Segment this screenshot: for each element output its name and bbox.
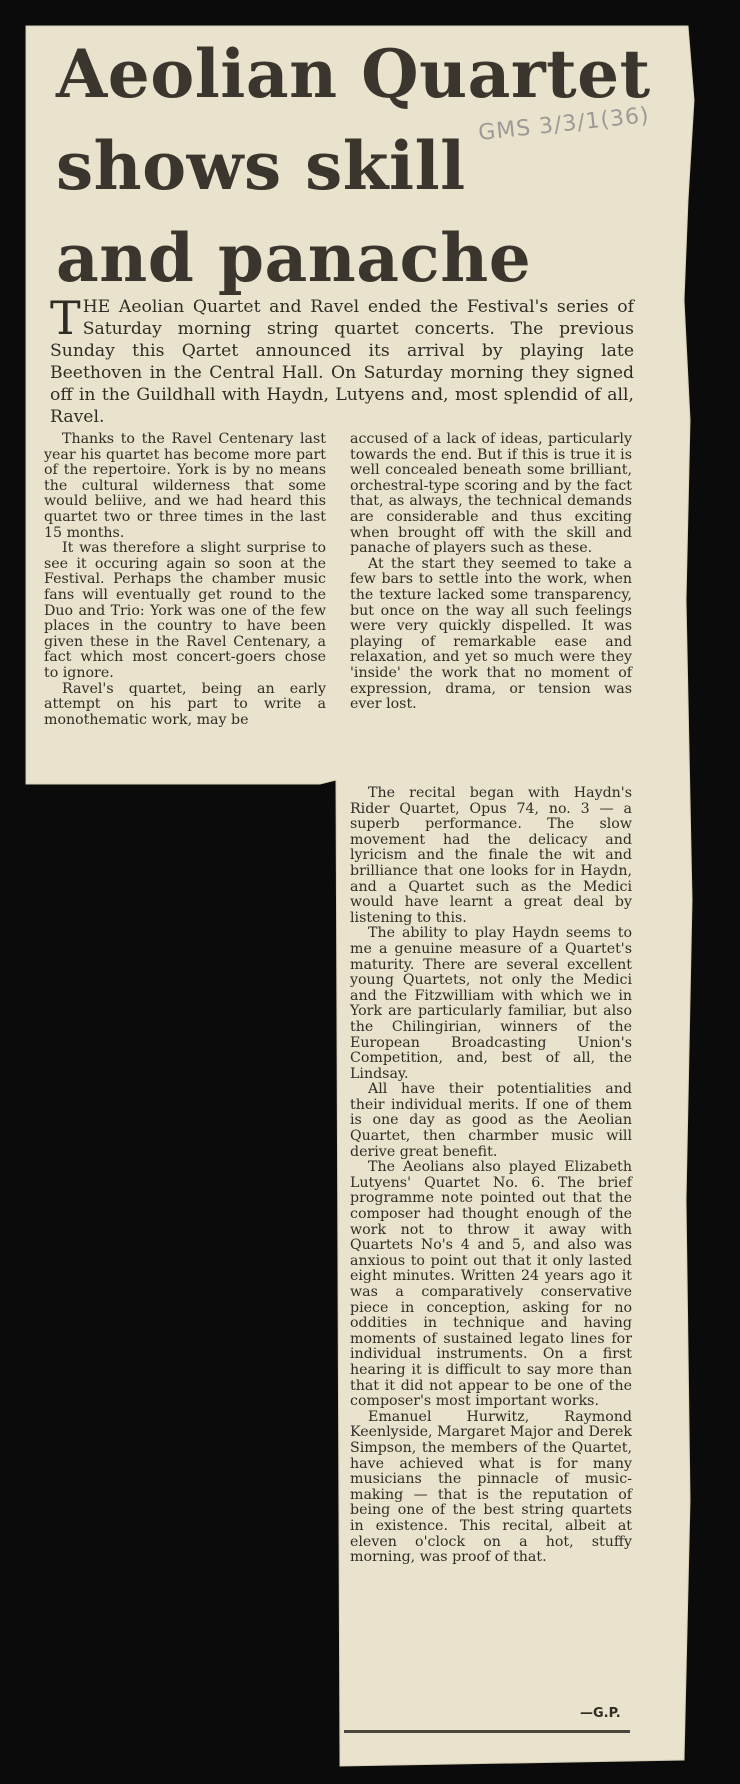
paragraph: The Aeolians also played Elizabeth Lutyens' Quartet No. 6. The brief programme note pointed out that the composer had thought enough of the work not to throw it away with Quartets No's 4 and 5, and also was anxious to point out that it only lasted eight minutes. Written 24 years ago it was a comparatively conservative piece in conception, asking for no oddities in technique and having moments of sustained legato lines for individual instruments. On a first hearing it is difficult to say more than that it did not appear to be one of the composer's most important works. bbox=[350, 1159, 632, 1410]
left-column bbox=[44, 432, 326, 728]
lead-paragraph bbox=[50, 291, 634, 428]
headline-line-2: shows skill bbox=[56, 127, 466, 205]
paragraph: accused of a lack of ideas, particularly towards the end. But if this is true it is well concealed beneath some brilliant, orchestral-type scoring and by the fact that, as always, the technical demands are considerable and thus exciting when brought off with the skill and panache of players such as these. bbox=[350, 431, 632, 557]
lead-text: HE Aeolian Quartet and Ravel ended the Festival's series of Saturday morning string quartet concerts. The previous Sunday this Qartet announced its arrival by playing late Beethoven in the Central Hall. On Saturday morning they signed off in the Guildhall with Haydn, Lutyens and, most splendid of all, Ravel. bbox=[50, 297, 634, 427]
author-signoff: —G.P. bbox=[580, 1706, 621, 1721]
paragraph: Ravel's quartet, being an early attempt on his part to write a monothematic work, may be bbox=[44, 680, 326, 728]
paragraph: The recital began with Haydn's Rider Quartet, Opus 74, no. 3 — a superb performance. The slow movement had the delicacy and lyricism and the finale the wit and brilliance that one looks for in Haydn, and a Quartet such as the Medici would have learnt a great deal by listening to this. bbox=[350, 785, 632, 926]
headline bbox=[56, 28, 656, 304]
paragraph: All have their potentialities and their individual merits. If one of them is one day as good as the Aeolian Quartet, then charmber music will derive great benefit. bbox=[350, 1081, 632, 1160]
paragraph: Thanks to the Ravel Centenary last year his quartet has become more part of the repertoire. York is by no means the cultural wilderness that some would beliive, and we had heard this quartet two or three times in the last 15 months. bbox=[44, 431, 326, 541]
archive-reference: GMS 3/3/1(36) bbox=[477, 103, 651, 146]
paragraph: The ability to play Haydn seems to me a genuine measure of a Quartet's maturity. There are several excellent young Quartets, not only the Medici and the Fitzwilliam with which we in York are particularly familiar, but also the Chilingirian, winners of the European Broadcasting Union's Competition, and, best of all, the Lindsay. bbox=[350, 925, 632, 1082]
right-column-long bbox=[350, 786, 632, 1566]
paragraph: At the start they seemed to take a few bars to settle into the work, when the texture lacked some transparency, but once on the way all such feelings were very quickly dispelled. It was playing of remarkable ease and relaxation, and yet so much were they 'inside' the work that no moment of expression, drama, or tension was ever lost. bbox=[350, 555, 632, 713]
paragraph: It was therefore a slight surprise to see it occuring again so soon at the Festival. Perhaps the chamber music fans will eventually get round to the Duo and Trio: York was one of the few places in the country to have been given these in the Ravel Centenary, a fact which most concert-goers chose to ignore. bbox=[44, 540, 326, 681]
drop-cap: T bbox=[50, 291, 81, 345]
right-column-top bbox=[350, 432, 632, 713]
paragraph: Emanuel Hurwitz, Raymond Keenlyside, Margaret Major and Derek Simpson, the members of the Quartet, have achieved what is for many musicians the pinnacle of music-making — that is the reputation of being one of the best string quartets in existence. This recital, albeit at eleven o'clock on a hot, stuffy morning, was proof of that. bbox=[350, 1408, 632, 1566]
headline-line-3: and panache bbox=[56, 219, 532, 297]
closing-rule bbox=[344, 1730, 630, 1733]
headline-line-1: Aeolian Quartet bbox=[56, 35, 651, 113]
